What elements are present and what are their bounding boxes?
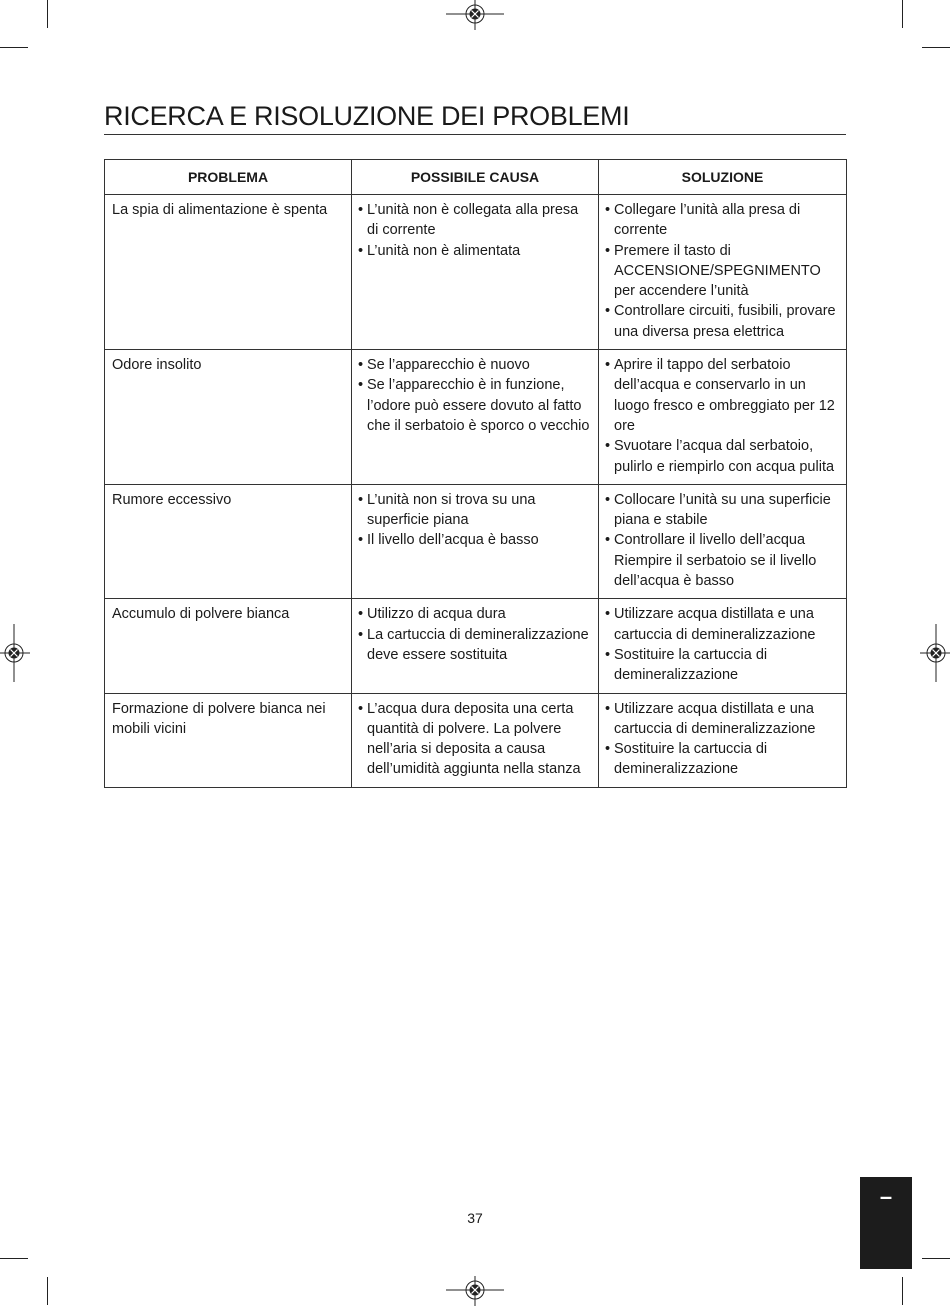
solution-item: • Aprire il tappo del serbatoio dell’acqua e conservarlo in un luogo fresco e ombreggiato per 12 ore [605,355,840,436]
registration-mark-icon [0,624,30,682]
cause-item: • Se l’apparecchio è nuovo [358,355,592,375]
problem-cell: La spia di alimentazione è spenta [105,195,352,350]
side-tab [860,1177,912,1269]
solution-cell [599,599,847,693]
solution-cell [599,195,847,350]
solution-item: • Premere il tasto di ACCENSIONE/SPEGNIMENTO per accendere l’unità [605,241,840,302]
header-cause: POSSIBILE CAUSA [352,160,599,195]
problem-cell: Rumore eccessivo [105,484,352,598]
troubleshooting-table [104,159,847,788]
cause-cell [352,484,599,598]
crop-mark [922,1258,950,1259]
page-title: RICERCA E RISOLUZIONE DEI PROBLEMI [104,98,846,135]
solution-item: • Collegare l’unità alla presa di corrente [605,200,840,241]
cause-item: • L’unità non si trova su una superficie piana [358,490,592,531]
problem-cell: Formazione di polvere bianca nei mobili vicini [105,693,352,787]
solution-item: • Controllare circuiti, fusibili, provare una diversa presa elettrica [605,301,840,342]
cause-item: • La cartuccia di demineralizzazione deve essere sostituita [358,625,592,666]
solution-item: • Sostituire la cartuccia di demineralizzazione [605,645,840,686]
solution-item: • Controllare il livello dell’acqua Riempire il serbatoio se il livello dell’acqua è basso [605,530,840,591]
cause-cell [352,195,599,350]
crop-mark [922,47,950,48]
solution-cell [599,693,847,787]
side-tab-label: – [879,1184,893,1209]
solution-cell [599,484,847,598]
solution-cell [599,350,847,485]
cause-item: • Il livello dell’acqua è basso [358,530,592,550]
cause-item: • L’unità non è alimentata [358,241,592,261]
header-problem: PROBLEMA [105,160,352,195]
cause-item: • Se l’apparecchio è in funzione, l’odore può essere dovuto al fatto che il serbatoio è sporco o vecchio [358,375,592,436]
crop-mark [0,1258,28,1259]
cause-cell [352,350,599,485]
registration-mark-icon [446,1276,504,1306]
crop-mark [902,1277,903,1305]
cause-item: • L’acqua dura deposita una certa quantità di polvere. La polvere nell’aria si deposita a causa dell’umidità aggiunta nella stanza [358,699,592,780]
header-solution: SOLUZIONE [599,160,847,195]
cause-item: • Utilizzo di acqua dura [358,604,592,624]
table-row [105,484,847,598]
solution-item: • Utilizzare acqua distillata e una cartuccia di demineralizzazione [605,604,840,645]
solution-item: • Svuotare l’acqua dal serbatoio, pulirlo e riempirlo con acqua pulita [605,436,840,477]
table-header-row [105,160,847,195]
cause-item: • L’unità non è collegata alla presa di corrente [358,200,592,241]
crop-mark [47,1277,48,1305]
table-row [105,599,847,693]
crop-mark [47,0,48,28]
registration-mark-icon [920,624,950,682]
cause-cell [352,599,599,693]
cause-cell [352,693,599,787]
solution-item: • Collocare l’unità su una superficie piana e stabile [605,490,840,531]
problem-cell: Odore insolito [105,350,352,485]
solution-item: • Sostituire la cartuccia di demineralizzazione [605,739,840,780]
page-number: 37 [467,1210,483,1226]
registration-mark-icon [446,0,504,30]
table-row [105,195,847,350]
table-row [105,350,847,485]
table-row [105,693,847,787]
solution-item: • Utilizzare acqua distillata e una cartuccia di demineralizzazione [605,699,840,740]
crop-mark [902,0,903,28]
crop-mark [0,47,28,48]
problem-cell: Accumulo di polvere bianca [105,599,352,693]
